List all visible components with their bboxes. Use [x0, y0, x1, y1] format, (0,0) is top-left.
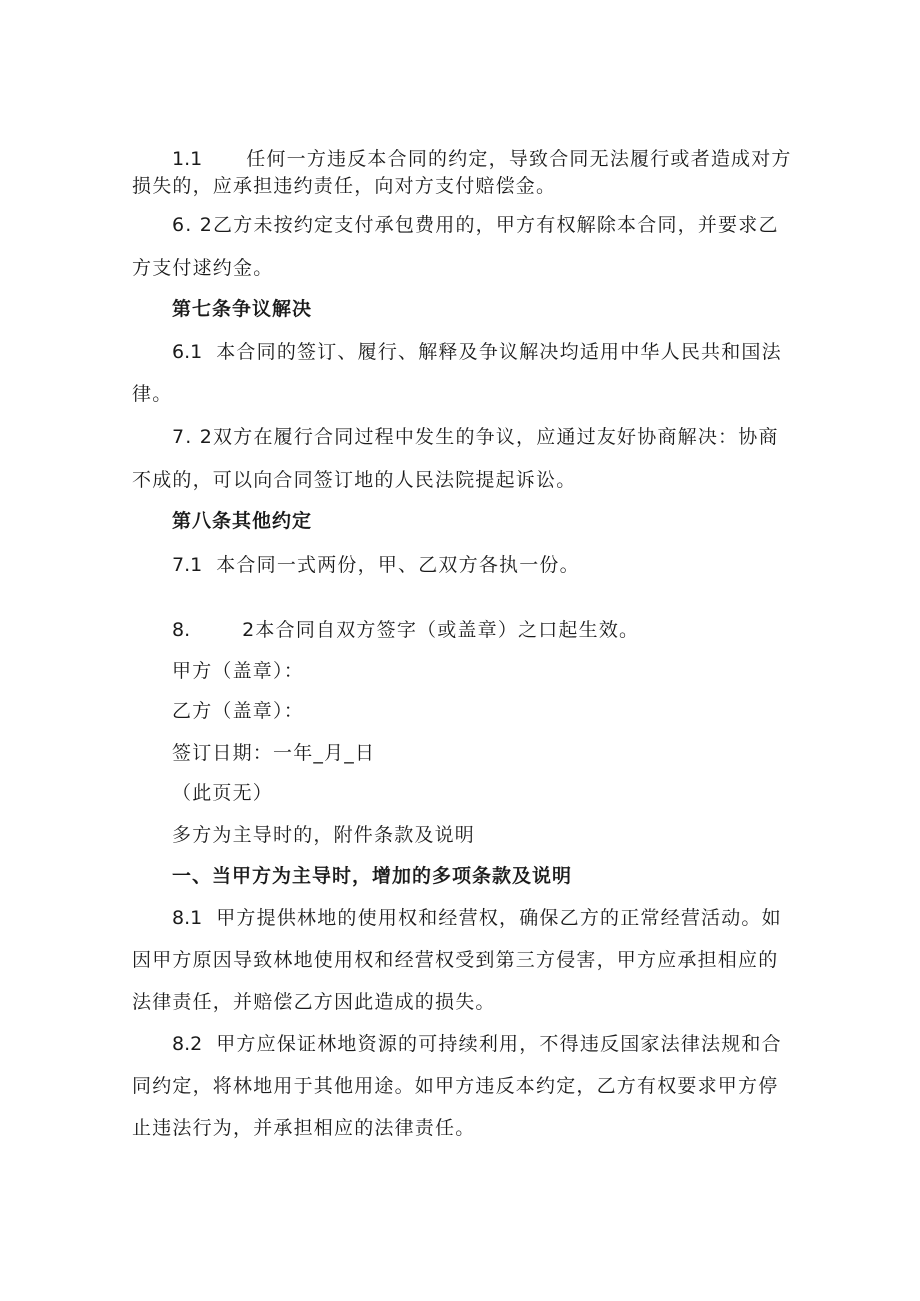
clause-number: 8.1	[172, 907, 203, 929]
clause-8-1-line-3: 法律责任，并赔偿乙方因此造成的损失。	[132, 991, 496, 1013]
clause-8	[172, 618, 639, 642]
clause-7-2-line-2: 不成的，可以向合同签订地的人民法院提起诉讼。	[132, 469, 577, 491]
clause-8-2-line-1	[172, 1032, 782, 1056]
clause-text: 甲方应保证林地资源的可持续利用，不得违反国家法律法规和合	[216, 1033, 782, 1055]
clause-8-1-line-1	[172, 906, 782, 930]
clause-1-1-line-2: 损失的，应承担违约责任，向对方支付赔偿金。	[132, 175, 557, 197]
clause-number: 8.	[172, 619, 191, 641]
clause-number: 1.1	[172, 148, 203, 170]
article-7-title: 第七条争议解决	[172, 298, 313, 320]
clause-text: 本合同的签订、履行、解释及争议解决均适用中华人民共和国法	[216, 341, 782, 363]
clause-1-1-line-1	[172, 147, 792, 171]
clause-text: 本合同一式两份，甲、乙双方各执一份。	[216, 554, 580, 576]
page-note: （此页无）	[172, 782, 274, 804]
clause-6-1-line-1	[172, 340, 782, 364]
clause-number: 8.2	[172, 1033, 203, 1055]
clause-6-2-line-2: 方支付逑约金。	[132, 257, 274, 279]
clause-text: 甲方提供林地的使用权和经营权，确保乙方的正常经营活动。如	[216, 907, 782, 929]
clause-8-2-line-3: 止违法行为，并承担相应的法律责任。	[132, 1117, 476, 1139]
clause-7-2-line-1: 7. 2双方在履行合同过程中发生的争议，应通过友好协商解决：协商	[172, 426, 779, 448]
section-1-title: 一、当甲方为主导时，增加的多项条款及说明	[172, 865, 573, 887]
clause-8-2-line-2: 同约定，将林地用于其他用途。如甲方违反本约定，乙方有权要求甲方停	[132, 1075, 779, 1097]
clause-number: 6.1	[172, 341, 203, 363]
clause-number: 7.1	[172, 554, 203, 576]
clause-8-1-line-2: 因甲方原因导致林地使用权和经营权受到第三方侵害，甲方应承担相应的	[132, 949, 779, 971]
clause-text: 任何一方违反本合同的约定，导致合同无法履行或者造成对方	[246, 148, 792, 170]
clause-6-1-line-2: 律。	[132, 383, 173, 405]
appendix-title: 多方为主导时的，附件条款及说明	[172, 824, 476, 846]
party-b-seal: 乙方（盖章）：	[172, 700, 304, 722]
sign-date: 签订日期：一年_月_日	[172, 742, 376, 764]
clause-text: 2本合同自双方签字（或盖章）之口起生效。	[242, 619, 640, 641]
clause-6-2-line-1: 6. 2乙方未按约定支付承包费用的，甲方有权解除本合同，并要求乙	[172, 214, 779, 236]
clause-7-1	[172, 553, 580, 577]
party-a-seal: 甲方（盖章）：	[172, 660, 304, 682]
article-8-title: 第八条其他约定	[172, 510, 313, 532]
